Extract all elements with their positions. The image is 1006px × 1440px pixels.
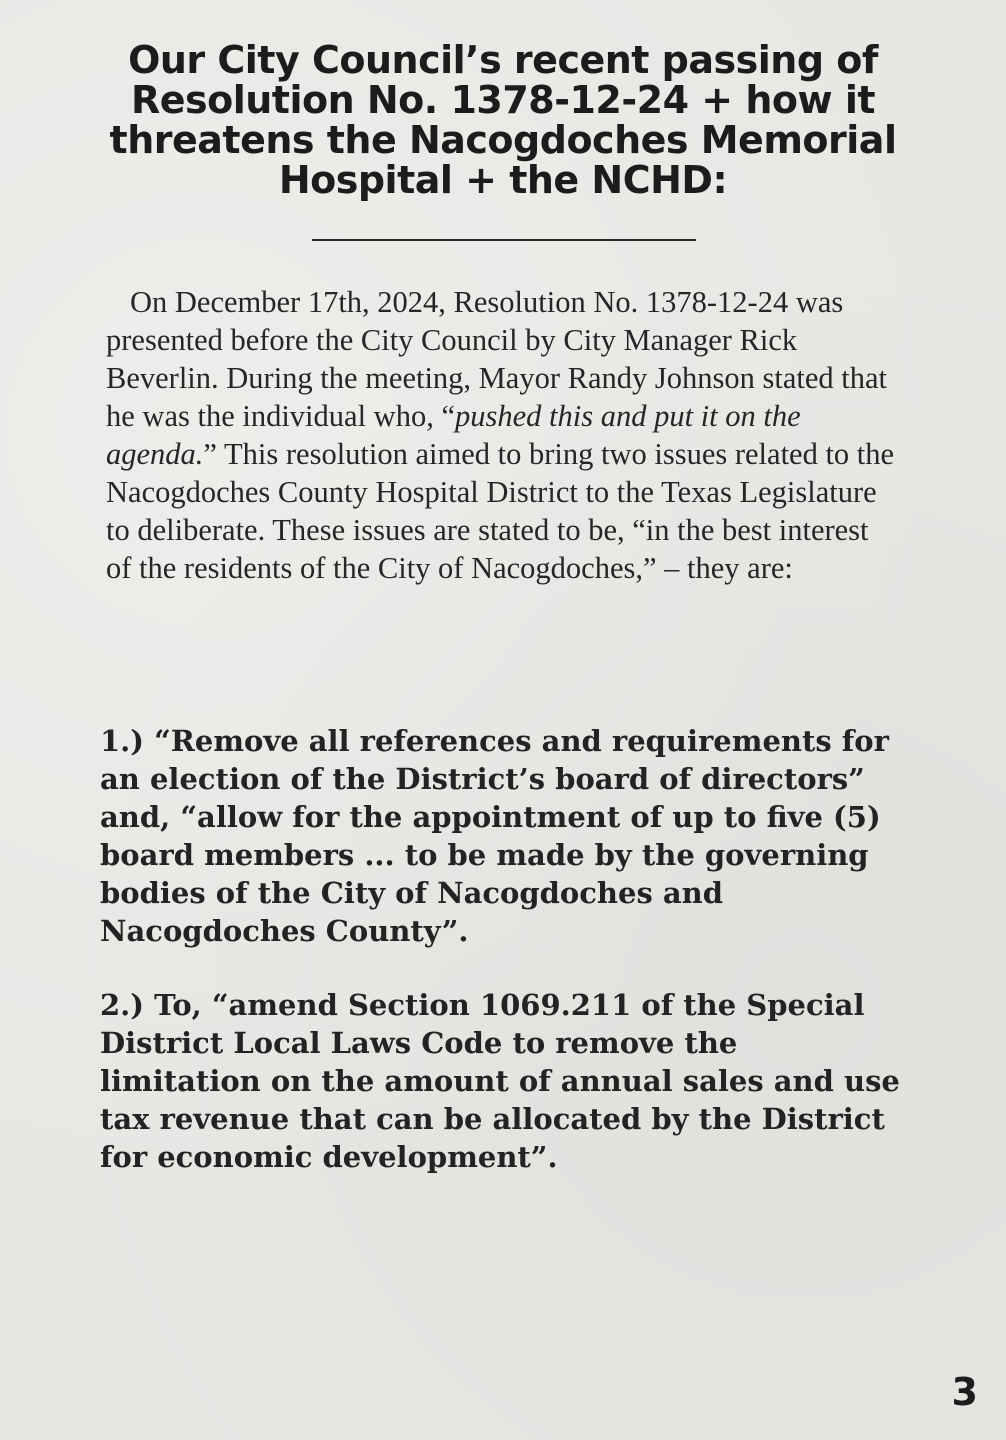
intro-text-before-quote: On December 17th, 2024, Resolution No. 1378-12-24 was presented before the City Council by City Manager Rick Beverlin. During the meeting, Mayor Randy Johnson stated that he was the individual who, “ (106, 285, 887, 433)
page-number: 3 (951, 1370, 978, 1414)
title-divider (312, 239, 696, 241)
resolution-item-1: 1.) “Remove all references and requirements for an election of the District’s board of directors” and, “allow for the appointment of up to five (5) board members ... to be made by the governing bodies of the City of Nacogdoches and Nacogdoches County”. (100, 724, 889, 948)
intro-text-after-quote: ” This resolution aimed to bring two issues related to the Nacogdoches County Hospital District to the Texas Legislature to deliberate. These issues are stated to be, “in the best interest of the residents of the City of Nacogdoches,” – they are: (106, 437, 895, 585)
resolution-item-2: 2.) To, “amend Section 1069.211 of the Special District Local Laws Code to remove the limitation on the amount of annual sales and use tax revenue that can be allocated by the District for economic development”. (100, 988, 900, 1174)
intro-quote: pushed this and put it on the agenda. (106, 399, 801, 471)
intro-paragraph (106, 283, 896, 587)
page-title: Our City Council’s recent passing of Resolution No. 1378-12-24 + how it threatens the Nacogdoches Memorial Hospital + the NCHD: (109, 38, 897, 202)
